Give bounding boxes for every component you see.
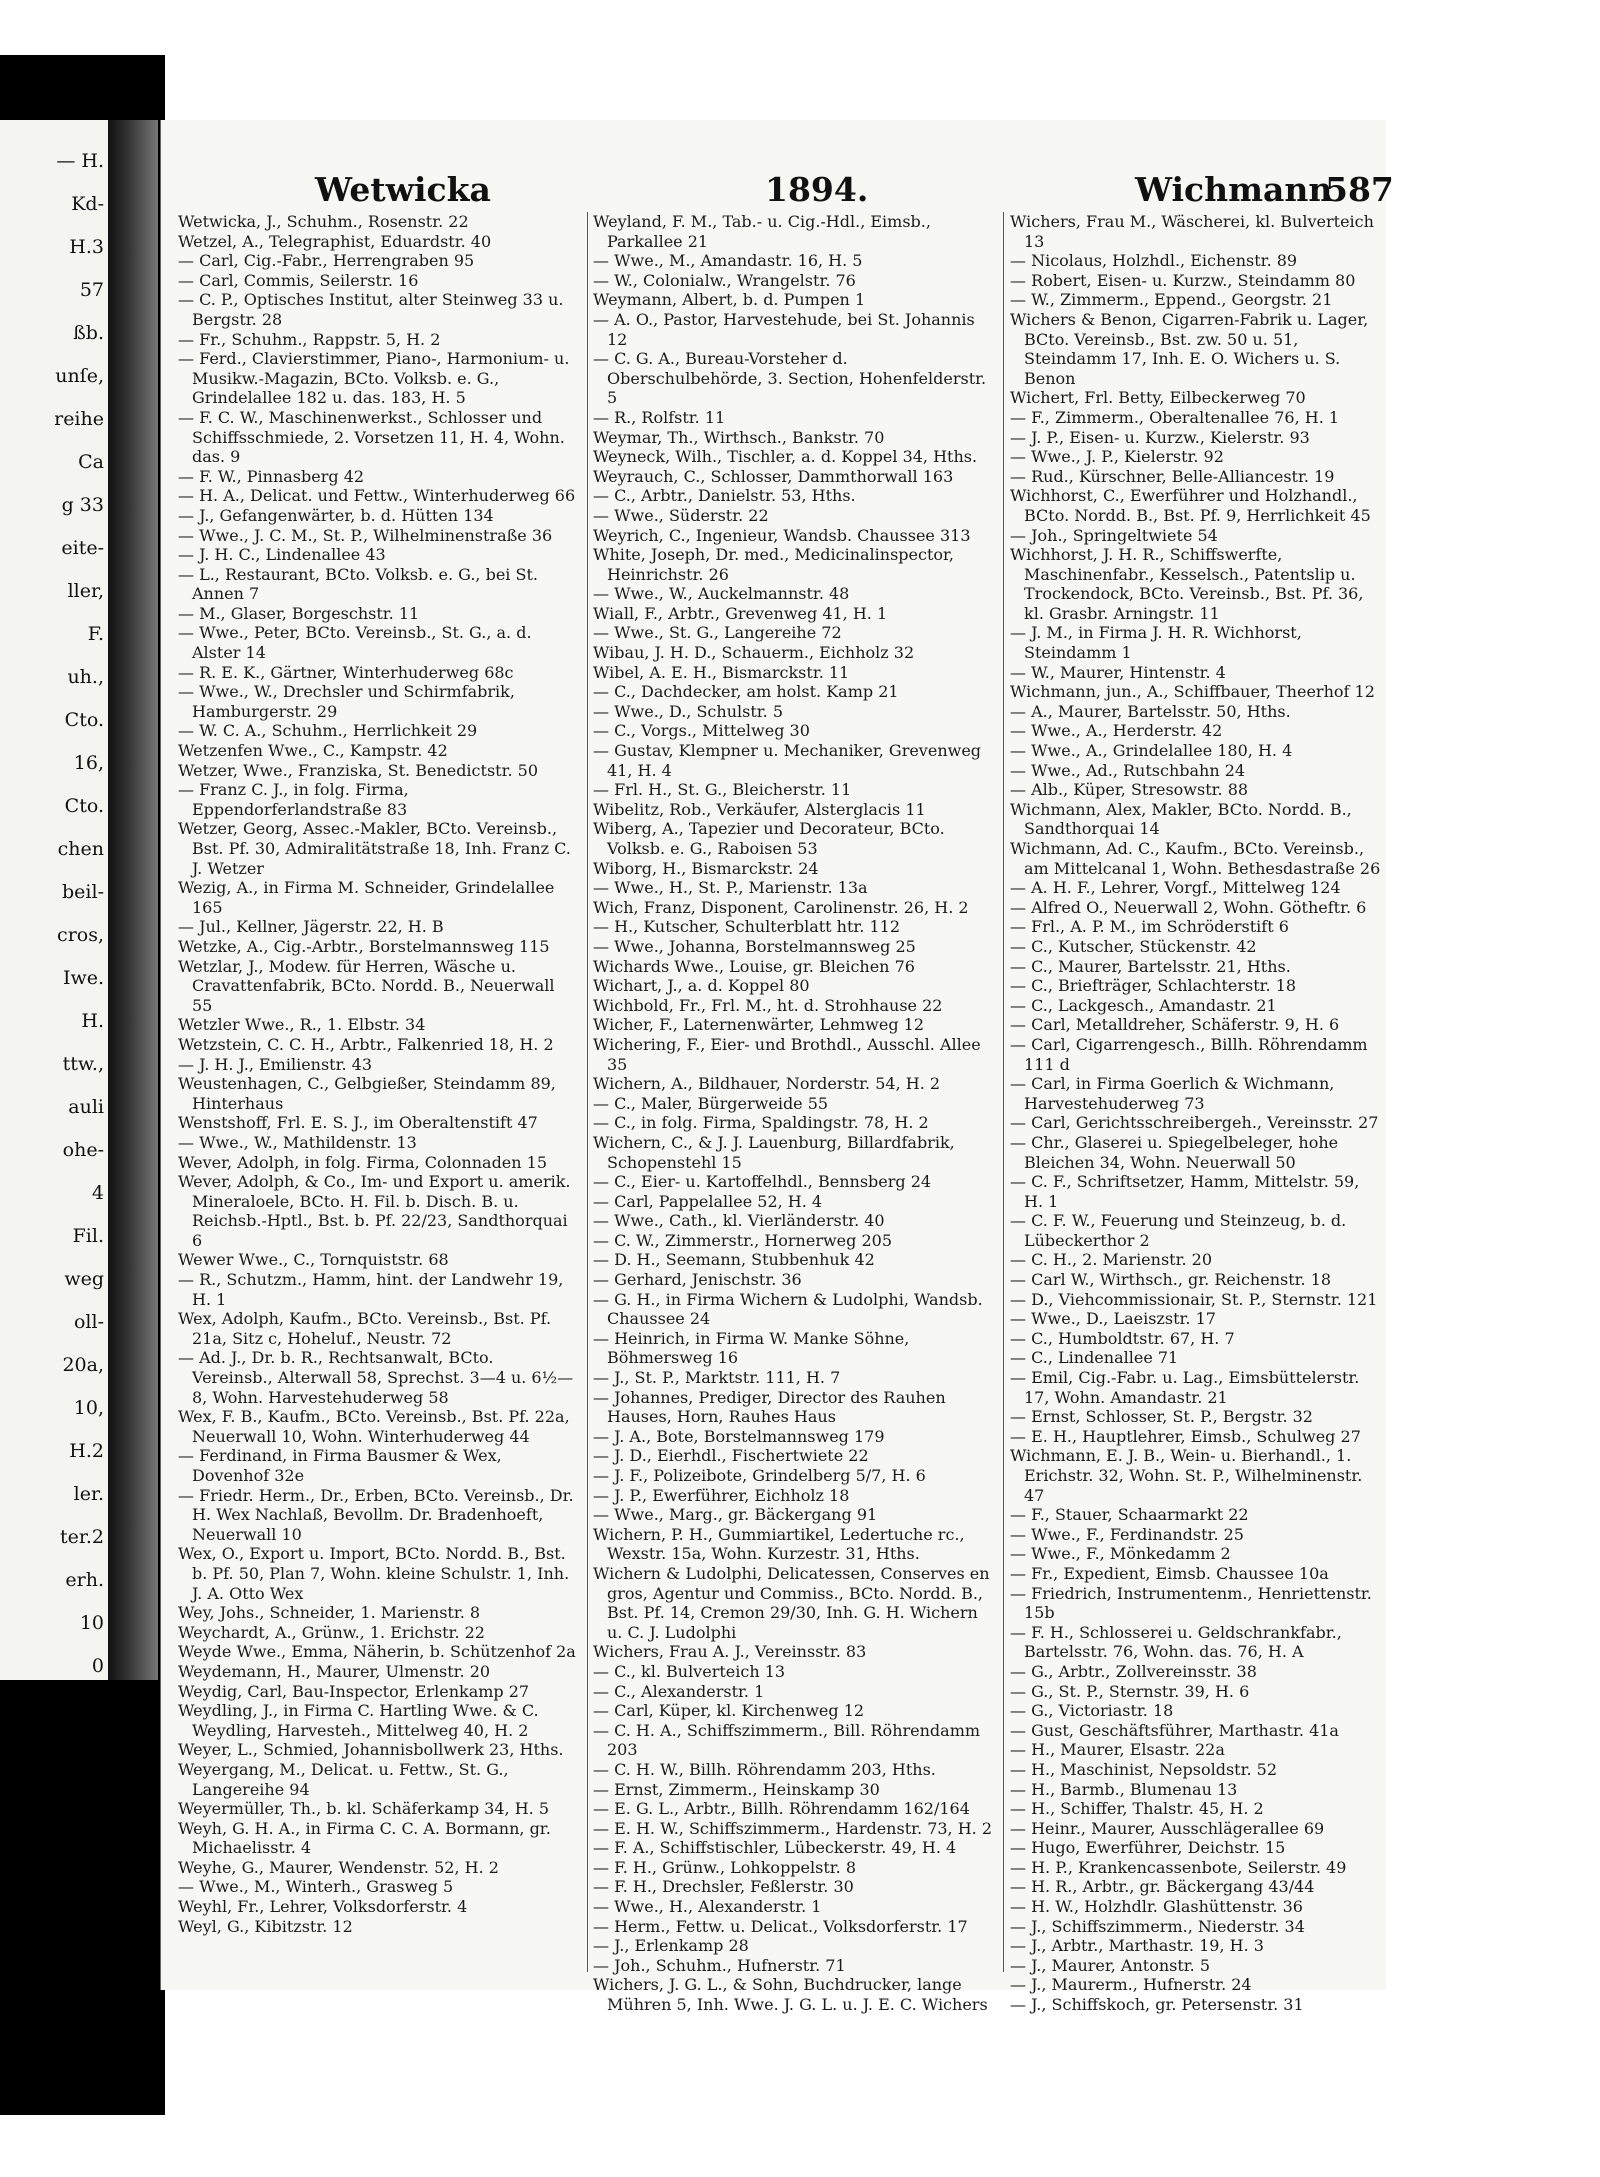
directory-entry: Wetzlar, J., Modew. für Herren, Wäsche u. Cravattenfabrik, BCto. Nordd. B., Neuerwall 55 — [178, 956, 555, 1015]
directory-entry: — Gustav, Klempner u. Mechaniker, Grevenweg 41, H. 4 — [593, 741, 982, 780]
directory-entry: — W., Zimmerm., Eppend., Georgstr. 21 — [1010, 290, 1333, 310]
directory-entry: — C., Maler, Bürgerweide 55 — [593, 1093, 829, 1113]
directory-entry: — Wwe., F., Mönkedamm 2 — [1010, 1544, 1231, 1564]
directory-entry: Wichart, J., a. d. Koppel 80 — [593, 976, 810, 996]
directory-entry: — Wwe., F., Ferdinandstr. 25 — [1010, 1524, 1244, 1544]
directory-entry: Wever, Adolph, in folg. Firma, Colonnaden 15 — [178, 1152, 548, 1172]
directory-entry: Wichern, A., Bildhauer, Norderstr. 54, H. 2 — [593, 1074, 941, 1094]
previous-page-fragment: 16, — [73, 752, 104, 774]
directory-entry: — Fr., Schuhm., Rappstr. 5, H. 2 — [178, 329, 441, 349]
column-divider — [587, 212, 588, 1972]
directory-entry: — Wwe., Ad., Rutschbahn 24 — [1010, 760, 1246, 780]
directory-entry: — Ferdinand, in Firma Bausmer & Wex, Dovenhof 32e — [178, 1446, 502, 1485]
previous-page-fragment: chen — [57, 838, 104, 860]
directory-entry: Weyl, G., Kibitzstr. 12 — [178, 1916, 353, 1936]
directory-entry: — Robert, Eisen- u. Kurzw., Steindamm 80 — [1010, 270, 1356, 290]
directory-entry: — C., Humboldtstr. 67, H. 7 — [1010, 1328, 1235, 1348]
directory-entry: — Ernst, Zimmerm., Heinskamp 30 — [593, 1779, 880, 1799]
directory-entry: — G., Arbtr., Zollvereinsstr. 38 — [1010, 1661, 1257, 1681]
previous-page-fragment: oll- — [73, 1311, 104, 1333]
directory-entry: Wichern, C., & J. J. Lauenburg, Billardfabrik, Schopenstehl 15 — [593, 1132, 955, 1172]
directory-entry: Weyneck, Wilh., Tischler, a. d. Koppel 34, Hths. — [593, 447, 978, 467]
directory-entry: — Carl, Pappelallee 52, H. 4 — [593, 1191, 823, 1211]
directory-entry: — Alb., Küper, Stresowstr. 88 — [1010, 780, 1249, 800]
directory-entry: — Wwe., D., Laeiszstr. 17 — [1010, 1309, 1216, 1329]
directory-entry: — R., Rolfstr. 11 — [593, 407, 726, 427]
directory-entry: Wever, Adolph, & Co., Im- und Export u. amerik. Mineraloele, BCto. H. Fil. b. Disch. B. u. Reichsb.-Hptl., Bst. b. Pf. 22/23, Sandthorquai 6 — [178, 1172, 571, 1250]
directory-entry: — C., Briefträger, Schlachterstr. 18 — [1010, 976, 1297, 996]
directory-entry: — Wwe., Peter, BCto. Vereinsb., St. G., a. d. Alster 14 — [178, 623, 532, 663]
previous-page-fragment: erh. — [65, 1569, 104, 1591]
column-right — [1010, 212, 1382, 2015]
directory-entry: — R. E. K., Gärtner, Winterhuderweg 68c — [178, 662, 514, 682]
directory-entry: — M., Glaser, Borgeschstr. 11 — [178, 603, 420, 623]
directory-entry: — J., Schiffskoch, gr. Petersenstr. 31 — [1010, 1995, 1304, 2015]
directory-entry: — F. A., Schiffstischler, Lübeckerstr. 49, H. 4 — [593, 1838, 957, 1858]
directory-entry: — J., Erlenkamp 28 — [593, 1936, 749, 1956]
directory-entry: Wezig, A., in Firma M. Schneider, Grindelallee 165 — [178, 878, 555, 917]
directory-entry: — Wwe., H., Alexanderstr. 1 — [593, 1897, 822, 1917]
directory-entry: Wichards Wwe., Louise, gr. Bleichen 76 — [593, 956, 915, 976]
directory-entry: Wetzel, A., Telegraphist, Eduardstr. 40 — [178, 231, 492, 251]
previous-page-fragment: H.2 — [69, 1440, 104, 1462]
directory-entry: — G., Victoriastr. 18 — [1010, 1701, 1174, 1721]
directory-entry: — Gerhard, Jenischstr. 36 — [593, 1270, 802, 1290]
previous-page-fragment: 10 — [79, 1612, 104, 1634]
previous-page-fragment: ler. — [73, 1483, 104, 1505]
directory-entry: — R., Schutzm., Hamm, hint. der Landwehr 19, H. 1 — [178, 1270, 564, 1309]
directory-entry: — Carl, Commis, Seilerstr. 16 — [178, 270, 419, 290]
directory-entry: Weyermüller, Th., b. kl. Schäferkamp 34, H. 5 — [178, 1799, 550, 1819]
directory-entry: Weustenhagen, C., Gelbgießer, Steindamm 89, Hinterhaus — [178, 1074, 556, 1113]
directory-entry: Wichers & Benon, Cigarren-Fabrik u. Lager, BCto. Vereinsb., Bst. zw. 50 u. 51, Steindamm 17, Inh. E. O. Wichers u. S. Benon — [1010, 309, 1369, 388]
previous-page-fragment: weg — [64, 1268, 104, 1290]
directory-entry: — H. W., Holzhdlr. Glashüttenstr. 36 — [1010, 1897, 1303, 1917]
running-header — [170, 170, 1394, 210]
book-gutter — [108, 120, 158, 1680]
directory-entry: — Joh., Schuhm., Hufnerstr. 71 — [593, 1955, 846, 1975]
directory-entry: — J., Maurerm., Hufnerstr. 24 — [1010, 1975, 1252, 1995]
directory-entry: — Johannes, Prediger, Director des Rauhen Hauses, Horn, Rauhes Haus — [593, 1387, 946, 1427]
directory-entry: — C. F., Schriftsetzer, Hamm, Mittelstr. 59, H. 1 — [1010, 1172, 1360, 1211]
header-year: 1894. — [765, 170, 869, 209]
directory-entry: Weymar, Th., Wirthsch., Bankstr. 70 — [593, 427, 885, 447]
directory-entry: — G., St. P., Sternstr. 39, H. 6 — [1010, 1681, 1250, 1701]
directory-entry: Wichhorst, C., Ewerführer und Holzhandl., BCto. Nordd. B., Bst. Pf. 9, Herrlichkeit 45 — [1010, 486, 1371, 525]
directory-entry: — H., Maurer, Elsastr. 22a — [1010, 1740, 1225, 1760]
directory-entry: — J. P., Eisen- u. Kurzw., Kielerstr. 93 — [1010, 427, 1310, 447]
directory-entry: — J., Arbtr., Marthastr. 19, H. 3 — [1010, 1936, 1264, 1956]
directory-entry: — Wwe., H., St. P., Marienstr. 13a — [593, 878, 868, 898]
directory-entry: — Wwe., M., Winterh., Grasweg 5 — [178, 1877, 454, 1897]
directory-entry: — Ferd., Clavierstimmer, Piano-, Harmonium- u. Musikw.-Magazin, BCto. Volksb. e. G., Grindelallee 182 u. das. 183, H. 5 — [178, 349, 570, 408]
directory-entry: — Frl., A. P. M., im Schröderstift 6 — [1010, 917, 1289, 937]
directory-entry: — Carl, in Firma Goerlich & Wichmann, Harvestehuderweg 73 — [1010, 1074, 1335, 1113]
directory-entry: — E. H. W., Schiffszimmerm., Hardenstr. 73, H. 2 — [593, 1818, 993, 1838]
directory-entry: Wetwicka, J., Schuhm., Rosenstr. 22 — [178, 212, 469, 231]
directory-entry: — C. P., Optisches Institut, alter Steinweg 33 u. Bergstr. 28 — [178, 290, 564, 329]
directory-entry: Weyh, G. H. A., in Firma C. C. A. Bormann, gr. Michaelisstr. 4 — [178, 1818, 551, 1858]
previous-page-edge — [0, 120, 110, 1680]
directory-entry: — J. M., in Firma J. H. R. Wichhorst, Steindamm 1 — [1010, 623, 1302, 663]
directory-entry: — C., Dachdecker, am holst. Kamp 21 — [593, 682, 899, 702]
directory-entry: — Wwe., Süderstr. 22 — [593, 505, 769, 525]
directory-entry: — Jul., Kellner, Jägerstr. 22, H. B — [178, 917, 444, 937]
directory-entry: — Gust, Geschäftsführer, Marthastr. 41a — [1010, 1720, 1339, 1740]
directory-entry: — Herm., Fettw. u. Delicat., Volksdorferstr. 17 — [593, 1916, 968, 1936]
previous-page-fragment: Kd- — [71, 193, 104, 215]
directory-entry: Wex, Adolph, Kaufm., BCto. Vereinsb., Bst. Pf. 21a, Sitz c, Hoheluf., Neustr. 72 — [178, 1309, 552, 1348]
directory-entry: — A. H. F., Lehrer, Vorgf., Mittelweg 124 — [1010, 878, 1341, 898]
directory-entry: Wichers, J. G. L., & Sohn, Buchdrucker, lange Mühren 5, Inh. Wwe. J. G. L. u. J. E. C. Wichers — [593, 1975, 988, 2015]
directory-entry: Wetzer, Wwe., Franziska, St. Benedictstr. 50 — [178, 760, 538, 780]
directory-entry: — W. C. A., Schuhm., Herrlichkeit 29 — [178, 721, 478, 741]
directory-entry: — H., Kutscher, Schulterblatt htr. 112 — [593, 917, 901, 937]
directory-entry: Weyergang, M., Delicat. u. Fettw., St. G., Langereihe 94 — [178, 1759, 509, 1799]
directory-entry: — Carl, Metalldreher, Schäferstr. 9, H. 6 — [1010, 1015, 1340, 1035]
directory-entry: — W., Maurer, Hintenstr. 4 — [1010, 662, 1226, 682]
directory-entry: — Wwe., St. G., Langereihe 72 — [593, 623, 842, 643]
directory-entry: — J. F., Polizeibote, Grindelberg 5/7, H. 6 — [593, 1466, 926, 1485]
directory-entry: — C., Eier- u. Kartoffelhdl., Bennsberg 24 — [593, 1172, 932, 1192]
previous-page-fragment: Ca — [78, 451, 104, 473]
previous-page-fragment: Fil. — [72, 1225, 104, 1247]
directory-entry: — Wwe., W., Drechsler und Schirmfabrik, Hamburgerstr. 29 — [178, 682, 515, 721]
directory-entry: Wey, Johs., Schneider, 1. Marienstr. 8 — [178, 1603, 481, 1623]
directory-entry: Wichern, P. H., Gummiartikel, Ledertuche rc., Wexstr. 15a, Wohn. Kurzestr. 31, Hths. — [593, 1524, 965, 1564]
previous-page-fragment: 57 — [79, 279, 104, 301]
directory-entry: Wewer Wwe., C., Tornquiststr. 68 — [178, 1250, 449, 1270]
directory-entry: Wichert, Frl. Betty, Eilbeckerweg 70 — [1010, 388, 1306, 408]
directory-entry: — C., Alexanderstr. 1 — [593, 1681, 765, 1701]
directory-entry: Weyhl, Fr., Lehrer, Volksdorferstr. 4 — [178, 1897, 468, 1917]
directory-entry: — Carl W., Wirthsch., gr. Reichenstr. 18 — [1010, 1270, 1332, 1290]
directory-entry: — Carl, Gerichtsschreibergeh., Vereinsstr. 27 — [1010, 1113, 1379, 1133]
directory-entry: Wichmann, Ad. C., Kaufm., BCto. Vereinsb., am Mittelcanal 1, Wohn. Bethesdastraße 26 — [1010, 839, 1381, 878]
directory-entry: — J. D., Eierhdl., Fischertwiete 22 — [593, 1446, 869, 1466]
previous-page-fragment: eite- — [61, 537, 104, 559]
directory-entry: Wetzler Wwe., R., 1. Elbstr. 34 — [178, 1015, 426, 1035]
directory-entry: — E. H., Hauptlehrer, Eimsb., Schulweg 27 — [1010, 1426, 1361, 1446]
directory-entry: Wichmann, jun., A., Schiffbauer, Theerhof 12 — [1010, 682, 1375, 702]
directory-entry: — Rud., Kürschner, Belle-Alliancestr. 19 — [1010, 466, 1335, 486]
directory-entry: — Wwe., Cath., kl. Vierländerstr. 40 — [593, 1211, 885, 1231]
previous-page-fragment: H. — [81, 1010, 104, 1032]
page-number: 587 — [1325, 170, 1394, 209]
directory-entry: — W., Colonialw., Wrangelstr. 76 — [593, 270, 856, 290]
directory-entry: Wichering, F., Eier- und Brothdl., Ausschl. Allee 35 — [593, 1034, 981, 1074]
directory-entry: — D., Viehcommissionair, St. P., Sternstr. 121 — [1010, 1289, 1378, 1309]
directory-entry: — H., Schiffer, Thalstr. 45, H. 2 — [1010, 1799, 1264, 1819]
directory-entry: — C., in folg. Firma, Spaldingstr. 78, H. 2 — [593, 1113, 929, 1133]
directory-entry: — Wwe., D., Schulstr. 5 — [593, 701, 783, 721]
directory-entry: — C., Kutscher, Stückenstr. 42 — [1010, 936, 1257, 956]
directory-entry: — C. G. A., Bureau-Vorsteher d. Oberschulbehörde, 3. Section, Hohenfelderstr. 5 — [593, 349, 987, 408]
header-first-entry: Wetwicka — [315, 170, 491, 209]
directory-entry: — Ad. J., Dr. b. R., Rechtsanwalt, BCto. Vereinsb., Alterwall 58, Sprechst. 3—4 u. 6½—8, Wohn. Harvestehuderweg 58 — [178, 1348, 574, 1407]
directory-entry: — Heinr., Maurer, Ausschlägerallee 69 — [1010, 1818, 1325, 1838]
directory-entry: — Wwe., A., Herderstr. 42 — [1010, 721, 1223, 741]
directory-entry: — H. P., Krankencassenbote, Seilerstr. 49 — [1010, 1857, 1347, 1877]
directory-entry: — G. H., in Firma Wichern & Ludolphi, Wandsb. Chaussee 24 — [593, 1289, 983, 1329]
previous-page-fragment: — H. — [56, 150, 104, 172]
directory-entry: Wenstshoff, Frl. E. S. J., im Oberaltenstift 47 — [178, 1113, 538, 1133]
directory-entry: Wetzstein, C. C. H., Arbtr., Falkenried 18, H. 2 — [178, 1034, 554, 1054]
directory-entry: — C., kl. Bulverteich 13 — [593, 1661, 786, 1681]
previous-page-fragment: Cto. — [64, 795, 104, 817]
directory-entry: Wiall, F., Arbtr., Grevenweg 41, H. 1 — [593, 603, 888, 623]
directory-entry: Wichern & Ludolphi, Delicatessen, Conserves en gros, Agentur und Commiss., BCto. Nordd. B., Bst. Pf. 14, Cremon 29/30, Inh. G. H. Wichern u. C. J. Ludolphi — [593, 1563, 990, 1642]
directory-entry: — F. H., Grünw., Lohkoppelstr. 8 — [593, 1857, 857, 1877]
directory-entry: Weydemann, H., Maurer, Ulmenstr. 20 — [178, 1661, 491, 1681]
directory-entry: — J. A., Bote, Borstelmannsweg 179 — [593, 1426, 885, 1446]
header-last-entry: Wichmann — [1135, 170, 1333, 209]
directory-entry: — L., Restaurant, BCto. Volksb. e. G., bei St. Annen 7 — [178, 564, 538, 604]
directory-entry: Wichhorst, J. H. R., Schiffswerfte, Maschinenfabr., Kesselsch., Patentslip u. Trockendock, BCto. Vereinsb., Bst. Pf. 36, kl. Grasbr. Arningstr. 11 — [1010, 545, 1364, 623]
directory-entry: — Emil, Cig.-Fabr. u. Lag., Eimsbüttelerstr. 17, Wohn. Amandastr. 21 — [1010, 1368, 1360, 1407]
directory-entry: — Wwe., Marg., gr. Bäckergang 91 — [593, 1505, 878, 1525]
previous-page-fragment: ttw., — [62, 1053, 104, 1075]
directory-entry: — Ernst, Schlosser, St. P., Bergstr. 32 — [1010, 1407, 1313, 1427]
directory-entry: Weyhe, G., Maurer, Wendenstr. 52, H. 2 — [178, 1857, 499, 1877]
directory-entry: — Franz C. J., in folg. Firma, Eppendorferlandstraße 83 — [178, 780, 409, 819]
directory-entry: — E. G. L., Arbtr., Billh. Röhrendamm 162/164 — [593, 1799, 970, 1819]
directory-entry: Wibelitz, Rob., Verkäufer, Alsterglacis 11 — [593, 799, 926, 819]
directory-entry: — C. W., Zimmerstr., Hornerweg 205 — [593, 1230, 893, 1250]
directory-entry: — Carl, Küper, kl. Kirchenweg 12 — [593, 1701, 865, 1721]
directory-entry: — H. A., Delicat. und Fettw., Winterhuderweg 66 — [178, 486, 576, 506]
directory-entry: — C. H. W., Billh. Röhrendamm 203, Hths. — [593, 1759, 936, 1779]
directory-entry: — C., Lindenallee 71 — [1010, 1348, 1179, 1368]
directory-entry: — Wwe., Johanna, Borstelmannsweg 25 — [593, 936, 916, 956]
directory-entry: Wibau, J. H. D., Schauerm., Eichholz 32 — [593, 643, 915, 663]
directory-entry: — C., Vorgs., Mittelweg 30 — [593, 721, 810, 741]
directory-entry: — A., Maurer, Bartelsstr. 50, Hths. — [1010, 701, 1291, 721]
previous-page-fragment: 10, — [73, 1397, 104, 1419]
directory-entry: Wichers, Frau A. J., Vereinsstr. 83 — [593, 1642, 867, 1662]
previous-page-fragment: F. — [87, 623, 104, 645]
directory-entry: — Wwe., J. P., Kielerstr. 92 — [1010, 447, 1224, 467]
directory-entry: Wetzenfen Wwe., C., Kampstr. 42 — [178, 741, 448, 761]
directory-entry: Weyer, L., Schmied, Johannisbollwerk 23, Hths. — [178, 1740, 564, 1760]
directory-entry: — Wwe., A., Grindelallee 180, H. 4 — [1010, 741, 1293, 761]
previous-page-fragment: ter.2 — [59, 1526, 104, 1548]
directory-entry: — Heinrich, in Firma W. Manke Söhne, Böhmersweg 16 — [593, 1328, 910, 1368]
directory-entry: Weydling, J., in Firma C. Hartling Wwe. & C. Weydling, Harvesteh., Mittelweg 40, H. 2 — [178, 1701, 539, 1740]
directory-entry: — Carl, Cig.-Fabr., Herrengraben 95 — [178, 251, 475, 271]
directory-entry: — C. H. A., Schiffszimmerm., Bill. Röhrendamm 203 — [593, 1720, 981, 1760]
directory-entry: — Wwe., W., Auckelmannstr. 48 — [593, 584, 850, 604]
previous-page-fragment: uh., — [67, 666, 104, 688]
directory-entry: Wex, O., Export u. Import, BCto. Nordd. B., Bst. b. Pf. 50, Plan 7, Wohn. kleine Schulstr. 1, Inh. J. A. Otto Wex — [178, 1544, 570, 1603]
directory-entry: Wiborg, H., Bismarckstr. 24 — [593, 858, 819, 878]
previous-page-fragment: Cto. — [64, 709, 104, 731]
directory-entry: — Joh., Springeltwiete 54 — [1010, 525, 1218, 545]
directory-entry: — J., Gefangenwärter, b. d. Hütten 134 — [178, 505, 494, 525]
directory-entry: Weydig, Carl, Bau-Inspector, Erlenkamp 27 — [178, 1681, 530, 1701]
directory-entry: — J. P., Ewerführer, Eichholz 18 — [593, 1485, 850, 1505]
directory-entry: Wich, Franz, Disponent, Carolinenstr. 26, H. 2 — [593, 897, 969, 917]
directory-entry: Wibel, A. E. H., Bismarckstr. 11 — [593, 662, 850, 682]
directory-entry: — Chr., Glaserei u. Spiegelbeleger, hohe Bleichen 34, Wohn. Neuerwall 50 — [1010, 1132, 1339, 1172]
column-middle — [593, 212, 993, 2015]
directory-entry: — H. R., Arbtr., gr. Bäckergang 43/44 — [1010, 1877, 1315, 1897]
directory-entry: — F. W., Pinnasberg 42 — [178, 466, 365, 486]
previous-page-fragment: ohe- — [62, 1139, 104, 1161]
directory-entry: Wichmann, E. J. B., Wein- u. Bierhandl., 1. Erichstr. 32, Wohn. St. P., Wilhelminenstr. 47 — [1010, 1446, 1363, 1505]
directory-entry: Wichers, Frau M., Wäscherei, kl. Bulverteich 13 — [1010, 212, 1374, 251]
column-left — [178, 212, 578, 1936]
directory-entry: — C., Maurer, Bartelsstr. 21, Hths. — [1010, 956, 1291, 976]
directory-entry: — Fr., Expedient, Eimsb. Chaussee 10a — [1010, 1563, 1329, 1583]
directory-entry: — J., Maurer, Antonstr. 5 — [1010, 1955, 1211, 1975]
directory-entry: — H., Barmb., Blumenau 13 — [1010, 1779, 1238, 1799]
directory-entry: Wetzer, Georg, Assec.-Makler, BCto. Vereinsb., Bst. Pf. 30, Admiralitätstraße 18, Inh. Franz C. J. Wetzer — [178, 819, 571, 878]
directory-entry: — Wwe., M., Amandastr. 16, H. 5 — [593, 251, 863, 271]
previous-page-fragment: ller, — [67, 580, 104, 602]
previous-page-fragment: g 33 — [61, 494, 104, 516]
directory-entry: — A. O., Pastor, Harvestehude, bei St. Johannis 12 — [593, 309, 975, 349]
directory-entry: Weyrauch, C., Schlosser, Dammthorwall 163 — [593, 466, 954, 486]
directory-entry: — Wwe., W., Mathildenstr. 13 — [178, 1132, 417, 1152]
directory-entry: Weychardt, A., Grünw., 1. Erichstr. 22 — [178, 1622, 485, 1642]
directory-entry: — Nicolaus, Holzhdl., Eichenstr. 89 — [1010, 251, 1298, 271]
directory-entry: — J. H. C., Lindenallee 43 — [178, 545, 386, 565]
column-divider — [1003, 212, 1004, 1972]
directory-entry: — Hugo, Ewerführer, Deichstr. 15 — [1010, 1838, 1286, 1858]
directory-entry: — F., Stauer, Schaarmarkt 22 — [1010, 1505, 1249, 1525]
directory-entry: — J. H. J., Emilienstr. 43 — [178, 1054, 373, 1074]
directory-entry: Wichmann, Alex, Makler, BCto. Nordd. B., Sandthorquai 14 — [1010, 799, 1352, 839]
directory-entry: — Alfred O., Neuerwall 2, Wohn. Götheftr. 6 — [1010, 897, 1367, 917]
directory-entry: — Frl. H., St. G., Bleicherstr. 11 — [593, 780, 852, 800]
directory-entry: — C., Lackgesch., Amandastr. 21 — [1010, 995, 1277, 1015]
directory-entry: — D. H., Seemann, Stubbenhuk 42 — [593, 1250, 875, 1270]
previous-page-fragment: cros, — [57, 924, 104, 946]
directory-entry: — F., Zimmerm., Oberaltenallee 76, H. 1 — [1010, 407, 1340, 427]
directory-entry: — Friedr. Herm., Dr., Erben, BCto. Vereinsb., Dr. H. Wex Nachlaß, Bevollm. Dr. Bradenhoeft, Neuerwall 10 — [178, 1485, 574, 1544]
directory-entry: Wicher, F., Laternenwärter, Lehmweg 12 — [593, 1015, 924, 1035]
directory-entry: Wichbold, Fr., Frl. M., ht. d. Strohhause 22 — [593, 995, 943, 1015]
directory-entry: — J., Schiffszimmerm., Niederstr. 34 — [1010, 1916, 1305, 1936]
directory-entry: Wiberg, A., Tapezier und Decorateur, BCto. Volksb. e. G., Raboisen 53 — [593, 819, 945, 858]
directory-entry: — C. H., 2. Marienstr. 20 — [1010, 1250, 1213, 1270]
previous-page-fragment: 20a, — [62, 1354, 104, 1376]
directory-entry: Weymann, Albert, b. d. Pumpen 1 — [593, 290, 866, 310]
directory-entry: — Friedrich, Instrumentenm., Henriettenstr. 15b — [1010, 1583, 1372, 1623]
previous-page-fragment: auli — [68, 1096, 104, 1118]
previous-page-fragment: H.3 — [69, 236, 104, 258]
previous-page-fragment: ßb. — [73, 322, 104, 344]
previous-page-fragment: Iwe. — [62, 967, 104, 989]
directory-entry: Wex, F. B., Kaufm., BCto. Vereinsb., Bst. Pf. 22a, Neuerwall 10, Wohn. Winterhuderweg 44 — [178, 1407, 570, 1446]
directory-entry: — Wwe., J. C. M., St. P., Wilhelminenstraße 36 — [178, 525, 553, 545]
previous-page-fragment: reihe — [54, 408, 104, 430]
directory-entry: Weyde Wwe., Emma, Näherin, b. Schützenhof 2a — [178, 1642, 576, 1662]
directory-entry: — H., Maschinist, Nepsoldstr. 52 — [1010, 1759, 1278, 1779]
directory-entry: — F. H., Drechsler, Feßlerstr. 30 — [593, 1877, 854, 1897]
previous-page-fragment: beil- — [62, 881, 104, 903]
directory-entry: — J., St. P., Marktstr. 111, H. 7 — [593, 1368, 841, 1388]
directory-entry: — Carl, Cigarrengesch., Billh. Röhrendamm 111 d — [1010, 1034, 1368, 1074]
directory-entry: Weyrich, C., Ingenieur, Wandsb. Chaussee 313 — [593, 525, 971, 545]
previous-page-fragment: unſe, — [55, 365, 104, 387]
directory-entry: Wetzke, A., Cig.-Arbtr., Borstelmannsweg 115 — [178, 936, 550, 956]
directory-entry: — C., Arbtr., Danielstr. 53, Hths. — [593, 486, 856, 506]
previous-page-fragment: 4 — [91, 1182, 104, 1204]
directory-entry: White, Joseph, Dr. med., Medicinalinspector, Heinrichstr. 26 — [593, 545, 955, 584]
directory-entry: — F. H., Schlosserei u. Geldschrankfabr., Bartelsstr. 76, Wohn. das. 76, H. A — [1010, 1622, 1342, 1662]
directory-entry: — C. F. W., Feuerung und Steinzeug, b. d. Lübeckerthor 2 — [1010, 1211, 1347, 1250]
directory-entry: — F. C. W., Maschinenwerkst., Schlosser und Schiffsschmiede, 2. Vorsetzen 11, H. 4, Wohn. das. 9 — [178, 407, 565, 467]
directory-entry: Weyland, F. M., Tab.- u. Cig.-Hdl., Eimsb., Parkallee 21 — [593, 212, 931, 251]
previous-page-fragment: 0 — [91, 1655, 104, 1677]
